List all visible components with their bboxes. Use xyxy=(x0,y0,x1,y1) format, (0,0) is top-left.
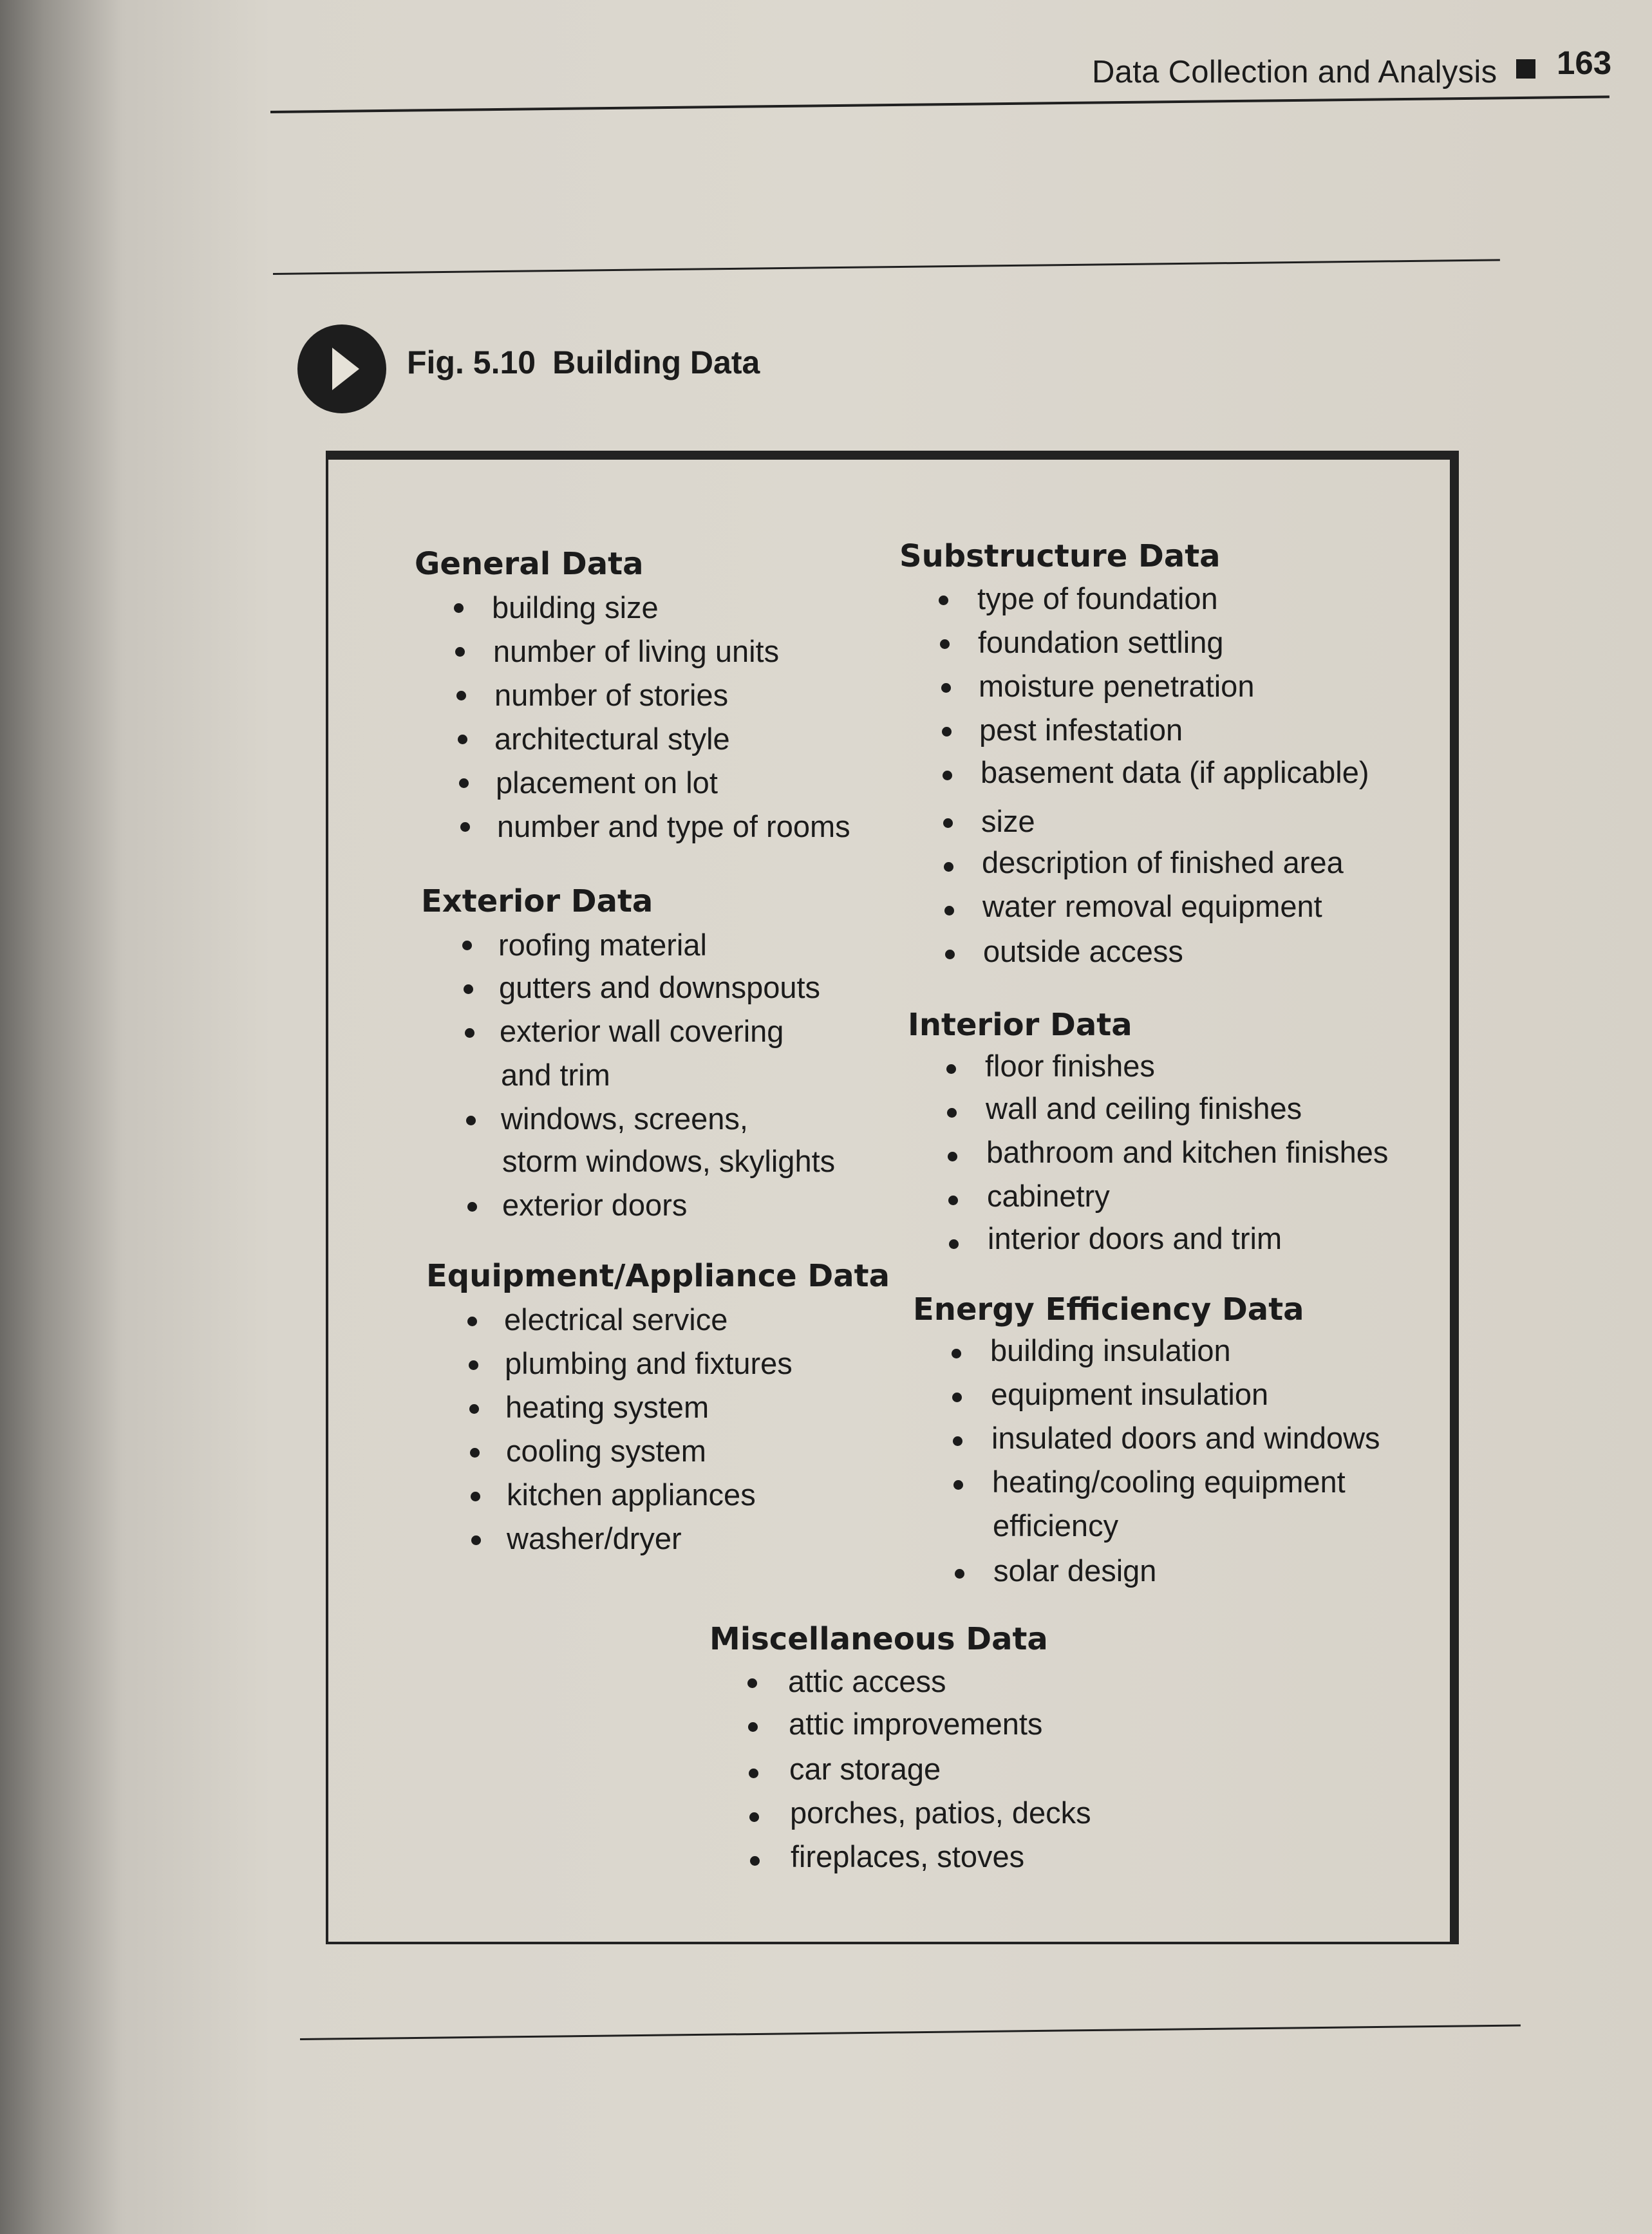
section-title-energy: Energy Efficiency Data xyxy=(913,1291,1304,1328)
list-item: fireplaces, stoves xyxy=(791,1839,1025,1873)
list-item: and trim xyxy=(501,1058,610,1092)
list-item: building size xyxy=(492,590,659,624)
list-item: wall and ceiling finishes xyxy=(986,1091,1302,1125)
list-item: cabinetry xyxy=(987,1179,1110,1213)
bullet-icon xyxy=(944,862,953,872)
play-arrow-icon xyxy=(297,324,386,413)
list-item: heating system xyxy=(505,1390,709,1424)
bullet-icon xyxy=(747,1678,757,1688)
section-title-exterior: Exterior Data xyxy=(421,883,653,919)
bullet-icon xyxy=(749,1812,759,1822)
section-title-general: General Data xyxy=(415,546,644,582)
list-item: number and type of rooms xyxy=(497,809,850,843)
list-item: foundation settling xyxy=(978,625,1224,659)
list-item: exterior doors xyxy=(502,1188,688,1222)
bullet-icon xyxy=(749,1769,758,1778)
list-item: storm windows, skylights xyxy=(502,1144,836,1178)
header-square-icon xyxy=(1516,59,1535,79)
bullet-icon xyxy=(454,603,464,613)
bullet-icon xyxy=(940,639,950,649)
list-item: gutters and downspouts xyxy=(499,970,821,1004)
figure-top-rule xyxy=(273,259,1500,275)
bullet-icon xyxy=(458,735,467,744)
bullet-icon xyxy=(471,1492,480,1501)
list-item: number of stories xyxy=(494,678,729,712)
bullet-icon xyxy=(943,771,952,780)
list-item: kitchen appliances xyxy=(507,1478,756,1512)
list-item: type of foundation xyxy=(977,581,1218,615)
bullet-icon xyxy=(953,1436,962,1446)
list-item: electrical service xyxy=(504,1302,728,1337)
bullet-icon xyxy=(952,1349,961,1358)
list-item: building insulation xyxy=(990,1333,1231,1367)
list-item: cooling system xyxy=(506,1434,706,1468)
section-title-misc: Miscellaneous Data xyxy=(709,1621,1048,1657)
list-item: moisture penetration xyxy=(979,669,1255,703)
list-item: insulated doors and windows xyxy=(991,1421,1380,1455)
bullet-icon xyxy=(944,906,954,915)
list-item: equipment insulation xyxy=(991,1377,1269,1411)
list-item: heating/cooling equipment xyxy=(992,1465,1346,1499)
bullet-icon xyxy=(467,1202,477,1212)
bullet-icon xyxy=(945,950,955,959)
page-number: 163 xyxy=(1557,44,1612,81)
bullet-icon xyxy=(939,596,948,605)
list-item: roofing material xyxy=(498,928,707,962)
bullet-icon xyxy=(469,1404,479,1414)
list-item: size xyxy=(981,804,1035,838)
header-rule xyxy=(270,95,1610,113)
bullet-icon xyxy=(470,1448,480,1458)
bullet-icon xyxy=(465,1028,474,1038)
bullet-icon xyxy=(948,1196,958,1205)
section-title-equipment: Equipment/Appliance Data xyxy=(426,1258,890,1294)
figure-bottom-rule xyxy=(300,2024,1521,2040)
bullet-icon xyxy=(466,1116,476,1125)
list-item: attic access xyxy=(788,1664,946,1698)
bullet-icon xyxy=(464,984,473,994)
list-item: number of living units xyxy=(493,634,780,668)
list-item: floor finishes xyxy=(985,1049,1155,1083)
list-item: placement on lot xyxy=(496,765,718,800)
list-item: efficiency xyxy=(993,1508,1119,1543)
list-item: interior doors and trim xyxy=(988,1221,1282,1255)
bullet-icon xyxy=(750,1856,760,1866)
list-item: outside access xyxy=(983,934,1183,968)
bullet-icon xyxy=(952,1393,962,1402)
bullet-icon xyxy=(460,822,470,832)
list-item: plumbing and fixtures xyxy=(505,1346,793,1380)
bullet-icon xyxy=(467,1317,477,1326)
bullet-icon xyxy=(456,691,466,700)
bullet-icon xyxy=(462,941,472,950)
list-item: washer/dryer xyxy=(507,1521,682,1555)
list-item: windows, screens, xyxy=(501,1102,748,1136)
figure-caption xyxy=(407,344,760,381)
list-item: basement data (if applicable) xyxy=(981,755,1369,789)
list-item: exterior wall covering xyxy=(500,1014,784,1048)
bullet-icon xyxy=(469,1360,478,1370)
list-item: porches, patios, decks xyxy=(790,1796,1091,1830)
bullet-icon xyxy=(459,778,469,788)
figure-title: Building Data xyxy=(552,344,760,380)
list-item: water removal equipment xyxy=(982,889,1322,923)
list-item: car storage xyxy=(789,1752,941,1786)
bullet-icon xyxy=(941,683,951,693)
bullet-icon xyxy=(949,1239,959,1249)
list-item: description of finished area xyxy=(982,845,1344,879)
running-header-title: Data Collection and Analysis xyxy=(1092,55,1497,89)
section-title-interior: Interior Data xyxy=(908,1007,1132,1043)
bullet-icon xyxy=(947,1108,957,1118)
list-item: bathroom and kitchen finishes xyxy=(986,1135,1389,1169)
bullet-icon xyxy=(955,1569,964,1579)
figure-number: Fig. 5.10 xyxy=(407,344,536,380)
bullet-icon xyxy=(942,727,952,737)
bullet-icon xyxy=(943,818,953,828)
bullet-icon xyxy=(946,1064,956,1074)
list-item: architectural style xyxy=(494,722,730,756)
list-item: solar design xyxy=(993,1553,1157,1588)
bullet-icon xyxy=(948,1152,957,1161)
bullet-icon xyxy=(455,647,465,657)
list-item: pest infestation xyxy=(979,713,1183,747)
section-title-substructure: Substructure Data xyxy=(899,538,1221,574)
bullet-icon xyxy=(748,1722,758,1732)
bullet-icon xyxy=(953,1480,963,1490)
bullet-icon xyxy=(471,1535,481,1545)
list-item: attic improvements xyxy=(789,1707,1043,1741)
